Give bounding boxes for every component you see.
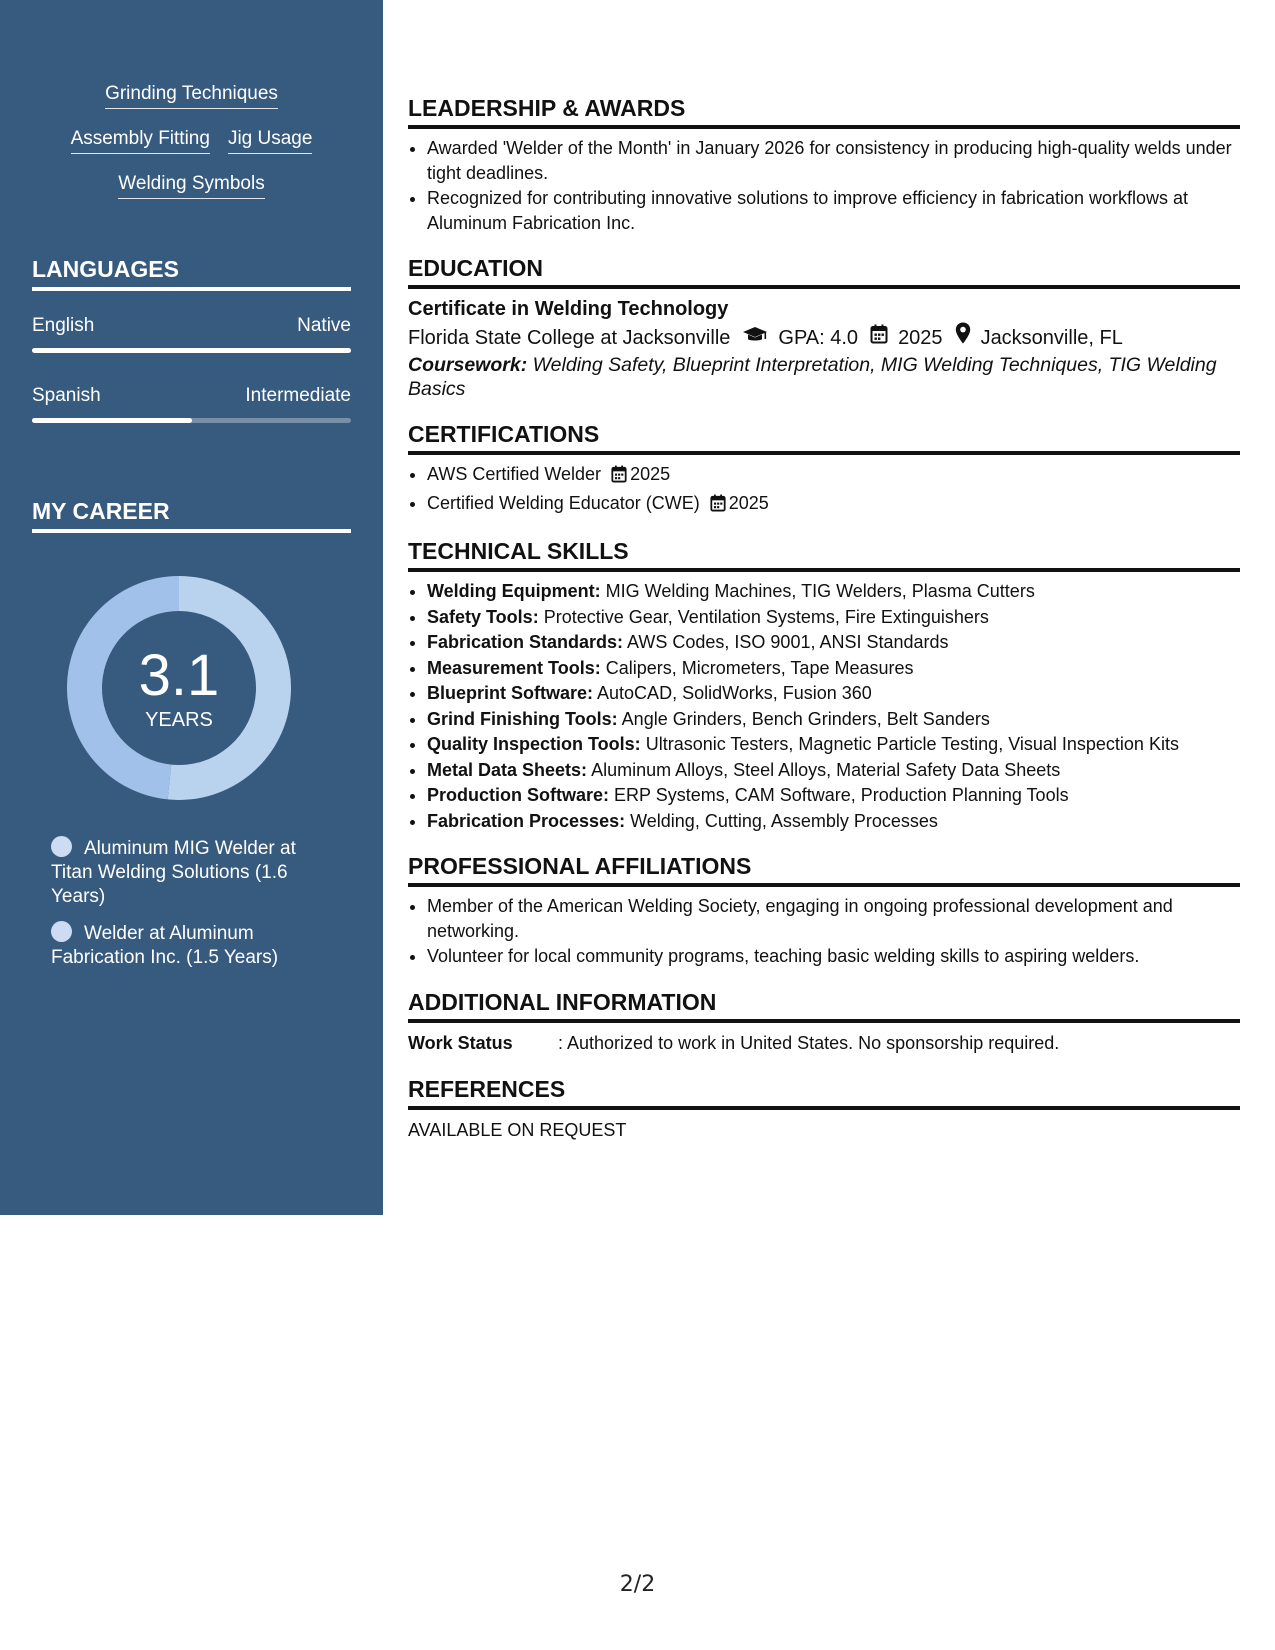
coursework-label: Coursework: xyxy=(408,354,528,376)
certification-date xyxy=(710,493,769,513)
section-heading: ADDITIONAL INFORMATION xyxy=(408,988,1240,1023)
work-status-label: Work Status xyxy=(408,1032,513,1053)
references-text: AVAILABLE ON REQUEST xyxy=(408,1119,627,1140)
language-spanish xyxy=(32,384,351,423)
certification-name: Certified Welding Educator (CWE) xyxy=(427,492,700,513)
additional-info-section xyxy=(408,988,1240,1056)
section-heading: TECHNICAL SKILLS xyxy=(408,537,1240,572)
career-legend-item xyxy=(51,836,311,909)
skill-tag: Welding Symbols xyxy=(118,172,264,199)
skill-row xyxy=(0,172,383,217)
skill-values: Angle Grinders, Bench Grinders, Belt Sanders xyxy=(621,708,990,729)
skill-category: Safety Tools: xyxy=(427,606,539,627)
list-item xyxy=(427,579,1240,604)
skill-values: Protective Gear, Ventilation Systems, Fire Extinguishers xyxy=(543,606,989,627)
legend-dot-icon xyxy=(51,836,72,857)
skill-values: Ultrasonic Testers, Magnetic Particle Testing, Visual Inspection Kits xyxy=(645,734,1179,754)
language-proficiency-bar xyxy=(32,348,351,353)
technical-skills-section xyxy=(408,537,1240,833)
skill-tag: Grinding Techniques xyxy=(105,82,278,109)
skills-tag-list xyxy=(0,82,383,217)
skill-values: Welding, Cutting, Assembly Processes xyxy=(630,810,938,831)
education-meta xyxy=(408,322,1240,353)
gpa: GPA: 4.0 xyxy=(778,326,859,349)
main-content xyxy=(408,94,1240,1162)
career-total-unit: YEARS xyxy=(145,709,213,731)
language-row xyxy=(32,384,351,408)
skill-values: AutoCAD, SolidWorks, Fusion 360 xyxy=(597,683,872,703)
skill-row xyxy=(0,127,383,172)
work-status-value: : Authorized to work in United States. No sponsorship required. xyxy=(558,1032,1060,1053)
career-total-value: 3.1 xyxy=(138,643,220,708)
coursework-list: Welding Safety, Blueprint Interpretation, MIG Welding Techniques, TIG Welding Basics xyxy=(408,354,1217,400)
skill-category: Blueprint Software: xyxy=(427,683,594,703)
section-heading: LEADERSHIP & AWARDS xyxy=(408,94,1240,129)
skill-category: Measurement Tools: xyxy=(427,657,601,678)
legend-dot-icon xyxy=(51,921,72,942)
career-heading: MY CAREER xyxy=(32,497,351,533)
language-name: Spanish xyxy=(32,385,101,406)
references-section xyxy=(408,1075,1240,1143)
affiliations-list xyxy=(408,894,1240,969)
section-heading: PROFESSIONAL AFFILIATIONS xyxy=(408,852,1240,887)
list-item xyxy=(427,462,1240,490)
skill-category: Welding Equipment: xyxy=(427,581,601,601)
skill-category: Quality Inspection Tools: xyxy=(427,734,641,754)
career-donut-chart xyxy=(67,576,291,800)
list-item xyxy=(427,707,1240,732)
skill-category: Production Software: xyxy=(427,785,610,805)
certifications-section xyxy=(408,420,1240,518)
leadership-list xyxy=(408,136,1240,235)
list-item: • Awarded 'Welder of the Month' in January 2026 for consistency in producing high-quality welds under tight deadlines. xyxy=(427,136,1240,185)
language-english xyxy=(32,314,351,353)
skill-row xyxy=(0,82,383,127)
career-label: Aluminum MIG Welder at Titan Welding Solutions (1.6 Years) xyxy=(51,838,296,907)
list-item: • Member of the American Welding Society, engaging in ongoing professional development and networking. xyxy=(427,894,1240,943)
list-item xyxy=(427,491,1240,519)
degree-title: Certificate in Welding Technology xyxy=(408,298,729,320)
leadership-section xyxy=(408,94,1240,235)
language-proficiency-fill xyxy=(32,348,351,353)
skill-category: Metal Data Sheets: xyxy=(427,759,588,780)
section-heading: REFERENCES xyxy=(408,1075,1240,1110)
list-item xyxy=(427,605,1240,630)
language-name: English xyxy=(32,315,95,336)
education-section xyxy=(408,254,1240,401)
calendar-icon xyxy=(611,465,627,490)
page-number: 2/2 xyxy=(619,1572,656,1597)
language-proficiency-bar xyxy=(32,418,351,423)
list-item xyxy=(427,656,1240,681)
language-level: Native xyxy=(297,315,351,336)
list-item xyxy=(427,681,1240,706)
technical-skills-list xyxy=(408,579,1240,833)
skill-category: Grind Finishing Tools: xyxy=(427,708,618,729)
school-name: Florida State College at Jacksonville xyxy=(408,326,731,349)
list-item xyxy=(427,630,1240,655)
language-level: Intermediate xyxy=(245,385,351,406)
career-legend xyxy=(51,836,311,982)
list-item: • Recognized for contributing innovative solutions to improve efficiency in fabrication workflows at Aluminum Fabrication Inc. xyxy=(427,186,1240,235)
graduation-year: 2025 xyxy=(898,326,943,349)
certification-year: 2025 xyxy=(630,464,671,484)
skill-values: Calipers, Micrometers, Tape Measures xyxy=(605,657,914,678)
language-row xyxy=(32,314,351,338)
language-proficiency-fill xyxy=(32,418,192,423)
skill-values: AWS Codes, ISO 9001, ANSI Standards xyxy=(627,632,949,652)
career-legend-item xyxy=(51,921,311,970)
career-label: Welder at Aluminum Fabrication Inc. (1.5 Years) xyxy=(51,923,279,968)
certifications-list xyxy=(408,462,1240,518)
list-item xyxy=(427,732,1240,757)
certification-year: 2025 xyxy=(728,492,769,513)
section-heading: EDUCATION xyxy=(408,254,1240,289)
map-pin-icon xyxy=(955,322,971,353)
skill-values: Aluminum Alloys, Steel Alloys, Material Safety Data Sheets xyxy=(591,759,1061,780)
skill-category: Fabrication Processes: xyxy=(427,810,626,831)
list-item: • Volunteer for local community programs, teaching basic welding skills to aspiring welders. xyxy=(427,944,1240,969)
calendar-icon xyxy=(870,323,888,353)
skill-values: ERP Systems, CAM Software, Production Planning Tools xyxy=(614,785,1069,805)
skill-tag: Jig Usage xyxy=(228,127,313,154)
list-item xyxy=(427,809,1240,834)
certification-date xyxy=(611,464,670,484)
coursework xyxy=(408,353,1240,401)
work-status-row xyxy=(408,1030,1240,1056)
certification-name: AWS Certified Welder xyxy=(427,464,602,484)
affiliations-section xyxy=(408,852,1240,969)
calendar-icon xyxy=(710,494,726,519)
list-item xyxy=(427,758,1240,783)
school-location: Jacksonville, FL xyxy=(980,326,1123,349)
skill-tag: Assembly Fitting xyxy=(71,127,210,154)
skill-category: Fabrication Standards: xyxy=(427,632,624,652)
graduation-cap-icon xyxy=(742,323,768,353)
languages-heading: LANGUAGES xyxy=(32,255,351,291)
sidebar xyxy=(0,0,383,1215)
skill-values: MIG Welding Machines, TIG Welders, Plasma Cutters xyxy=(605,581,1035,601)
list-item xyxy=(427,783,1240,808)
section-heading: CERTIFICATIONS xyxy=(408,420,1240,455)
